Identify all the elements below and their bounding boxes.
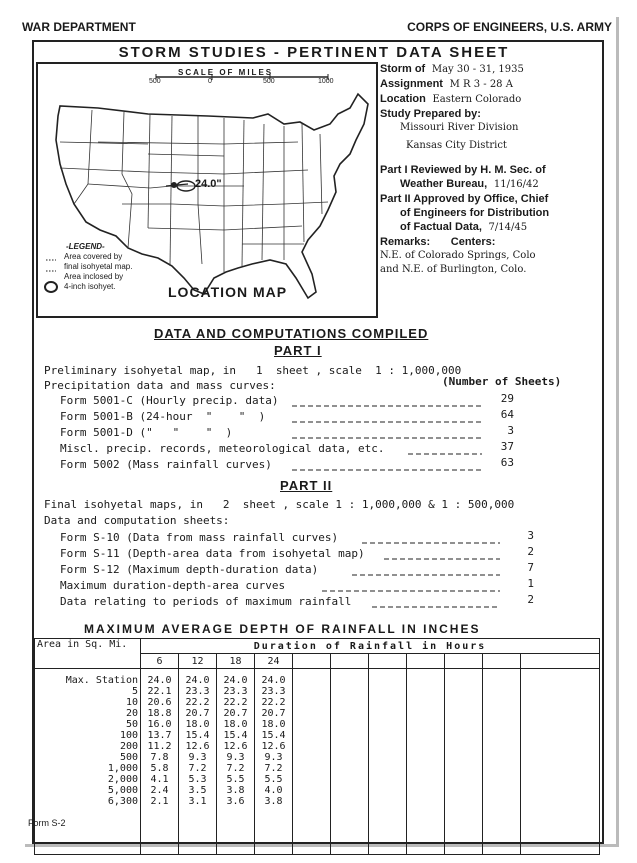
- part1-value-1: 64: [500, 408, 514, 421]
- depth-cell: 20.7: [223, 708, 248, 719]
- depth-cell: 9.3: [264, 752, 283, 763]
- depth-cell: 22.1: [147, 686, 172, 697]
- part1-title: PART I: [274, 343, 322, 358]
- scale-tick-3: 1000: [318, 78, 334, 85]
- storm-label: Storm of: [380, 63, 426, 75]
- part1-item-2: Form 5001-D (" " " ): [60, 426, 233, 439]
- empty-column: [521, 669, 600, 855]
- data-sheet: [22, 14, 616, 844]
- location-value: Eastern Colorado: [432, 94, 522, 105]
- duration-col: 24: [255, 654, 293, 669]
- legend-title: -LEGEND-: [66, 242, 105, 251]
- part2-item-1: Form S-11 (Depth-area data from isohyetal map): [60, 547, 365, 560]
- legend-item-2a: Area inclosed by: [64, 272, 124, 281]
- duration-header: Duration of Rainfall in Hours: [141, 639, 600, 654]
- area-header: Area in Sq. Mi.: [35, 639, 141, 669]
- part2-item-4: Data relating to periods of maximum rainfall: [60, 595, 352, 608]
- empty-column: [293, 669, 331, 855]
- depth-cell: 20.6: [147, 697, 172, 708]
- depth-cell: 5.3: [188, 774, 207, 785]
- depth-cell: 2.4: [150, 785, 169, 796]
- part1-item-4: Form 5002 (Mass rainfall curves): [60, 458, 272, 471]
- depth-cell: 15.4: [185, 730, 210, 741]
- depth-cell: 15.4: [223, 730, 248, 741]
- part2-value-0: 3: [527, 529, 534, 542]
- depth-cell: 24.0: [261, 675, 286, 686]
- depth-cell: 16.0: [147, 719, 172, 730]
- storm-value: May 30 - 31, 1935: [431, 64, 524, 75]
- header-right: CORPS OF ENGINEERS, U.S. ARMY: [407, 20, 612, 34]
- final-scale: 1 : 1,000,000 & 1 : 500,000: [335, 498, 515, 511]
- depth-cell: 22.2: [223, 697, 248, 708]
- area-cell: 5,000: [107, 785, 138, 796]
- part1-item-3: Miscl. precip. records, meteorological data, etc.: [60, 442, 385, 455]
- precip-label: Precipitation data and mass curves:: [44, 379, 276, 392]
- final-count: 2: [222, 498, 230, 511]
- legend-item-1a: Area covered by: [64, 252, 123, 261]
- depth-cell: 23.3: [185, 686, 210, 697]
- scale-tick-0: 500: [149, 78, 161, 85]
- prelim-scale: 1 : 1,000,000: [375, 364, 462, 377]
- depth-cell: 3.6: [226, 796, 245, 807]
- study-division: Missouri River Division: [400, 122, 519, 133]
- depth-cell: 24.0: [185, 675, 210, 686]
- form-number: Form S-2: [28, 818, 66, 828]
- prelim-label: Preliminary isohyetal map, in: [44, 364, 237, 377]
- remarks-label: Remarks:: [380, 236, 431, 248]
- depth-cell: 15.4: [261, 730, 286, 741]
- sheet-border: [32, 40, 604, 844]
- area-cell: 2,000: [107, 774, 138, 785]
- part1-value-0: 29: [500, 392, 514, 405]
- map-caption: LOCATION MAP: [168, 284, 288, 300]
- depth-column-18h: [217, 669, 255, 855]
- study-district: Kansas City District: [406, 140, 507, 151]
- depth-cell: 22.2: [185, 697, 210, 708]
- depth-cell: 18.0: [261, 719, 286, 730]
- depth-cell: 5.5: [226, 774, 245, 785]
- part2-item-3: Maximum duration-depth-area curves: [60, 579, 286, 592]
- part1-review-date: 11/16/42: [493, 179, 539, 190]
- isohyet-value: 24.0": [195, 178, 222, 190]
- part2-title: PART II: [280, 478, 333, 493]
- depth-cell: 4.0: [264, 785, 283, 796]
- study-label: Study Prepared by:: [380, 108, 481, 120]
- area-cell: 500: [119, 752, 138, 763]
- depth-cell: 3.1: [188, 796, 207, 807]
- rain-table: [34, 638, 600, 855]
- empty-column: [483, 669, 521, 855]
- depth-cell: 20.7: [261, 708, 286, 719]
- part2-approve-line3: of Factual Data,: [400, 221, 482, 233]
- depth-cell: 9.3: [188, 752, 207, 763]
- scale-tick-2: 500: [263, 78, 275, 85]
- depth-cell: 12.6: [261, 741, 286, 752]
- duration-col: 12: [179, 654, 217, 669]
- depth-column-6h: [141, 669, 179, 855]
- empty-column: [445, 669, 483, 855]
- remarks-centers: Centers:: [450, 236, 496, 248]
- data-sheets-label: Data and computation sheets:: [44, 514, 230, 527]
- depth-cell: 18.8: [147, 708, 172, 719]
- part2-item-2: Form S-12 (Maximum depth-duration data): [60, 563, 319, 576]
- depth-cell: 20.7: [185, 708, 210, 719]
- area-cell: 6,300: [107, 796, 138, 807]
- part2-value-3: 1: [527, 577, 534, 590]
- scale-tick-1: 0: [208, 78, 212, 85]
- prelim-sheet: sheet , scale: [275, 364, 362, 377]
- legend-item-2b: 4-inch isohyet.: [64, 282, 116, 291]
- depth-cell: 18.0: [185, 719, 210, 730]
- depth-cell: 9.3: [226, 752, 245, 763]
- assignment-label: Assignment: [380, 78, 443, 90]
- page-title: STORM STUDIES - PERTINENT DATA SHEET: [118, 44, 510, 61]
- depth-cell: 12.6: [223, 741, 248, 752]
- assignment-value: M R 3 - 28 A: [449, 79, 513, 90]
- prelim-count: 1: [255, 364, 263, 377]
- part2-approve-line2: of Engineers for Distribution: [400, 207, 550, 219]
- part2-item-0: Form S-10 (Data from mass rainfall curves): [60, 531, 339, 544]
- depth-cell: 13.7: [147, 730, 172, 741]
- depth-cell: 24.0: [147, 675, 172, 686]
- rain-table-title: MAXIMUM AVERAGE DEPTH OF RAINFALL IN INCHES: [84, 622, 481, 636]
- depth-cell: 3.8: [264, 796, 283, 807]
- depth-cell: 22.2: [261, 697, 286, 708]
- depth-cell: 18.0: [223, 719, 248, 730]
- empty-column: [407, 669, 445, 855]
- part2-value-1: 2: [527, 545, 534, 558]
- depth-cell: 12.6: [185, 741, 210, 752]
- area-cell: 100: [119, 730, 138, 741]
- part1-value-2: 3: [507, 424, 514, 437]
- depth-cell: 7.2: [188, 763, 207, 774]
- depth-cell: 5.5: [264, 774, 283, 785]
- final-label: Final isohyetal maps, in: [44, 498, 203, 511]
- depth-column-24h: [255, 669, 293, 855]
- remarks-line1: N.E. of Colorado Springs, Colo: [380, 250, 536, 261]
- depth-column-12h: [179, 669, 217, 855]
- num-sheets-label: (Number of Sheets): [442, 375, 562, 388]
- part1-review-line2: Weather Bureau,: [400, 178, 488, 190]
- part1-value-3: 37: [500, 440, 514, 453]
- part1-item-0: Form 5001-C (Hourly precip. data): [60, 394, 279, 407]
- depth-cell: 7.2: [264, 763, 283, 774]
- legend-item-1b: final isohyetal map.: [64, 262, 133, 271]
- area-cell: 10: [125, 697, 138, 708]
- depth-cell: 3.8: [226, 785, 245, 796]
- part2-approve-line1: Part II Approved by Office, Chief: [380, 193, 549, 205]
- part1-review-line1: Part I Reviewed by H. M. Sec. of: [380, 164, 546, 176]
- part2-approve-date: 7/14/45: [488, 222, 528, 233]
- area-cell: 5: [131, 686, 138, 697]
- depth-cell: 5.8: [150, 763, 169, 774]
- area-cell: 20: [125, 708, 138, 719]
- duration-col: 6: [141, 654, 179, 669]
- depth-cell: 23.3: [223, 686, 248, 697]
- area-cell: 50: [125, 719, 138, 730]
- empty-column: [331, 669, 369, 855]
- part1-value-4: 63: [500, 456, 514, 469]
- map-scale-label: SCALE OF MILES: [178, 68, 274, 77]
- empty-column: [369, 669, 407, 855]
- final-line: [44, 498, 514, 511]
- part1-item-1: Form 5001-B (24-hour " " ): [60, 410, 266, 423]
- remarks-line2: and N.E. of Burlington, Colo.: [380, 264, 527, 275]
- area-cell: 1,000: [107, 763, 138, 774]
- area-cell: 200: [119, 741, 138, 752]
- depth-cell: 2.1: [150, 796, 169, 807]
- area-cell: Max. Station: [65, 675, 138, 686]
- depth-cell: 23.3: [261, 686, 286, 697]
- duration-col: 18: [217, 654, 255, 669]
- depth-cell: 24.0: [223, 675, 248, 686]
- depth-cell: 3.5: [188, 785, 207, 796]
- computations-title: DATA AND COMPUTATIONS COMPILED: [154, 326, 429, 341]
- final-sheet: sheet , scale: [242, 498, 329, 511]
- part2-value-2: 7: [527, 561, 534, 574]
- depth-cell: 4.1: [150, 774, 169, 785]
- depth-cell: 7.8: [150, 752, 169, 763]
- location-label: Location: [380, 93, 426, 105]
- depth-cell: 11.2: [147, 741, 172, 752]
- depth-cell: 7.2: [226, 763, 245, 774]
- header-left: WAR DEPARTMENT: [22, 20, 136, 34]
- part2-value-4: 2: [527, 593, 534, 606]
